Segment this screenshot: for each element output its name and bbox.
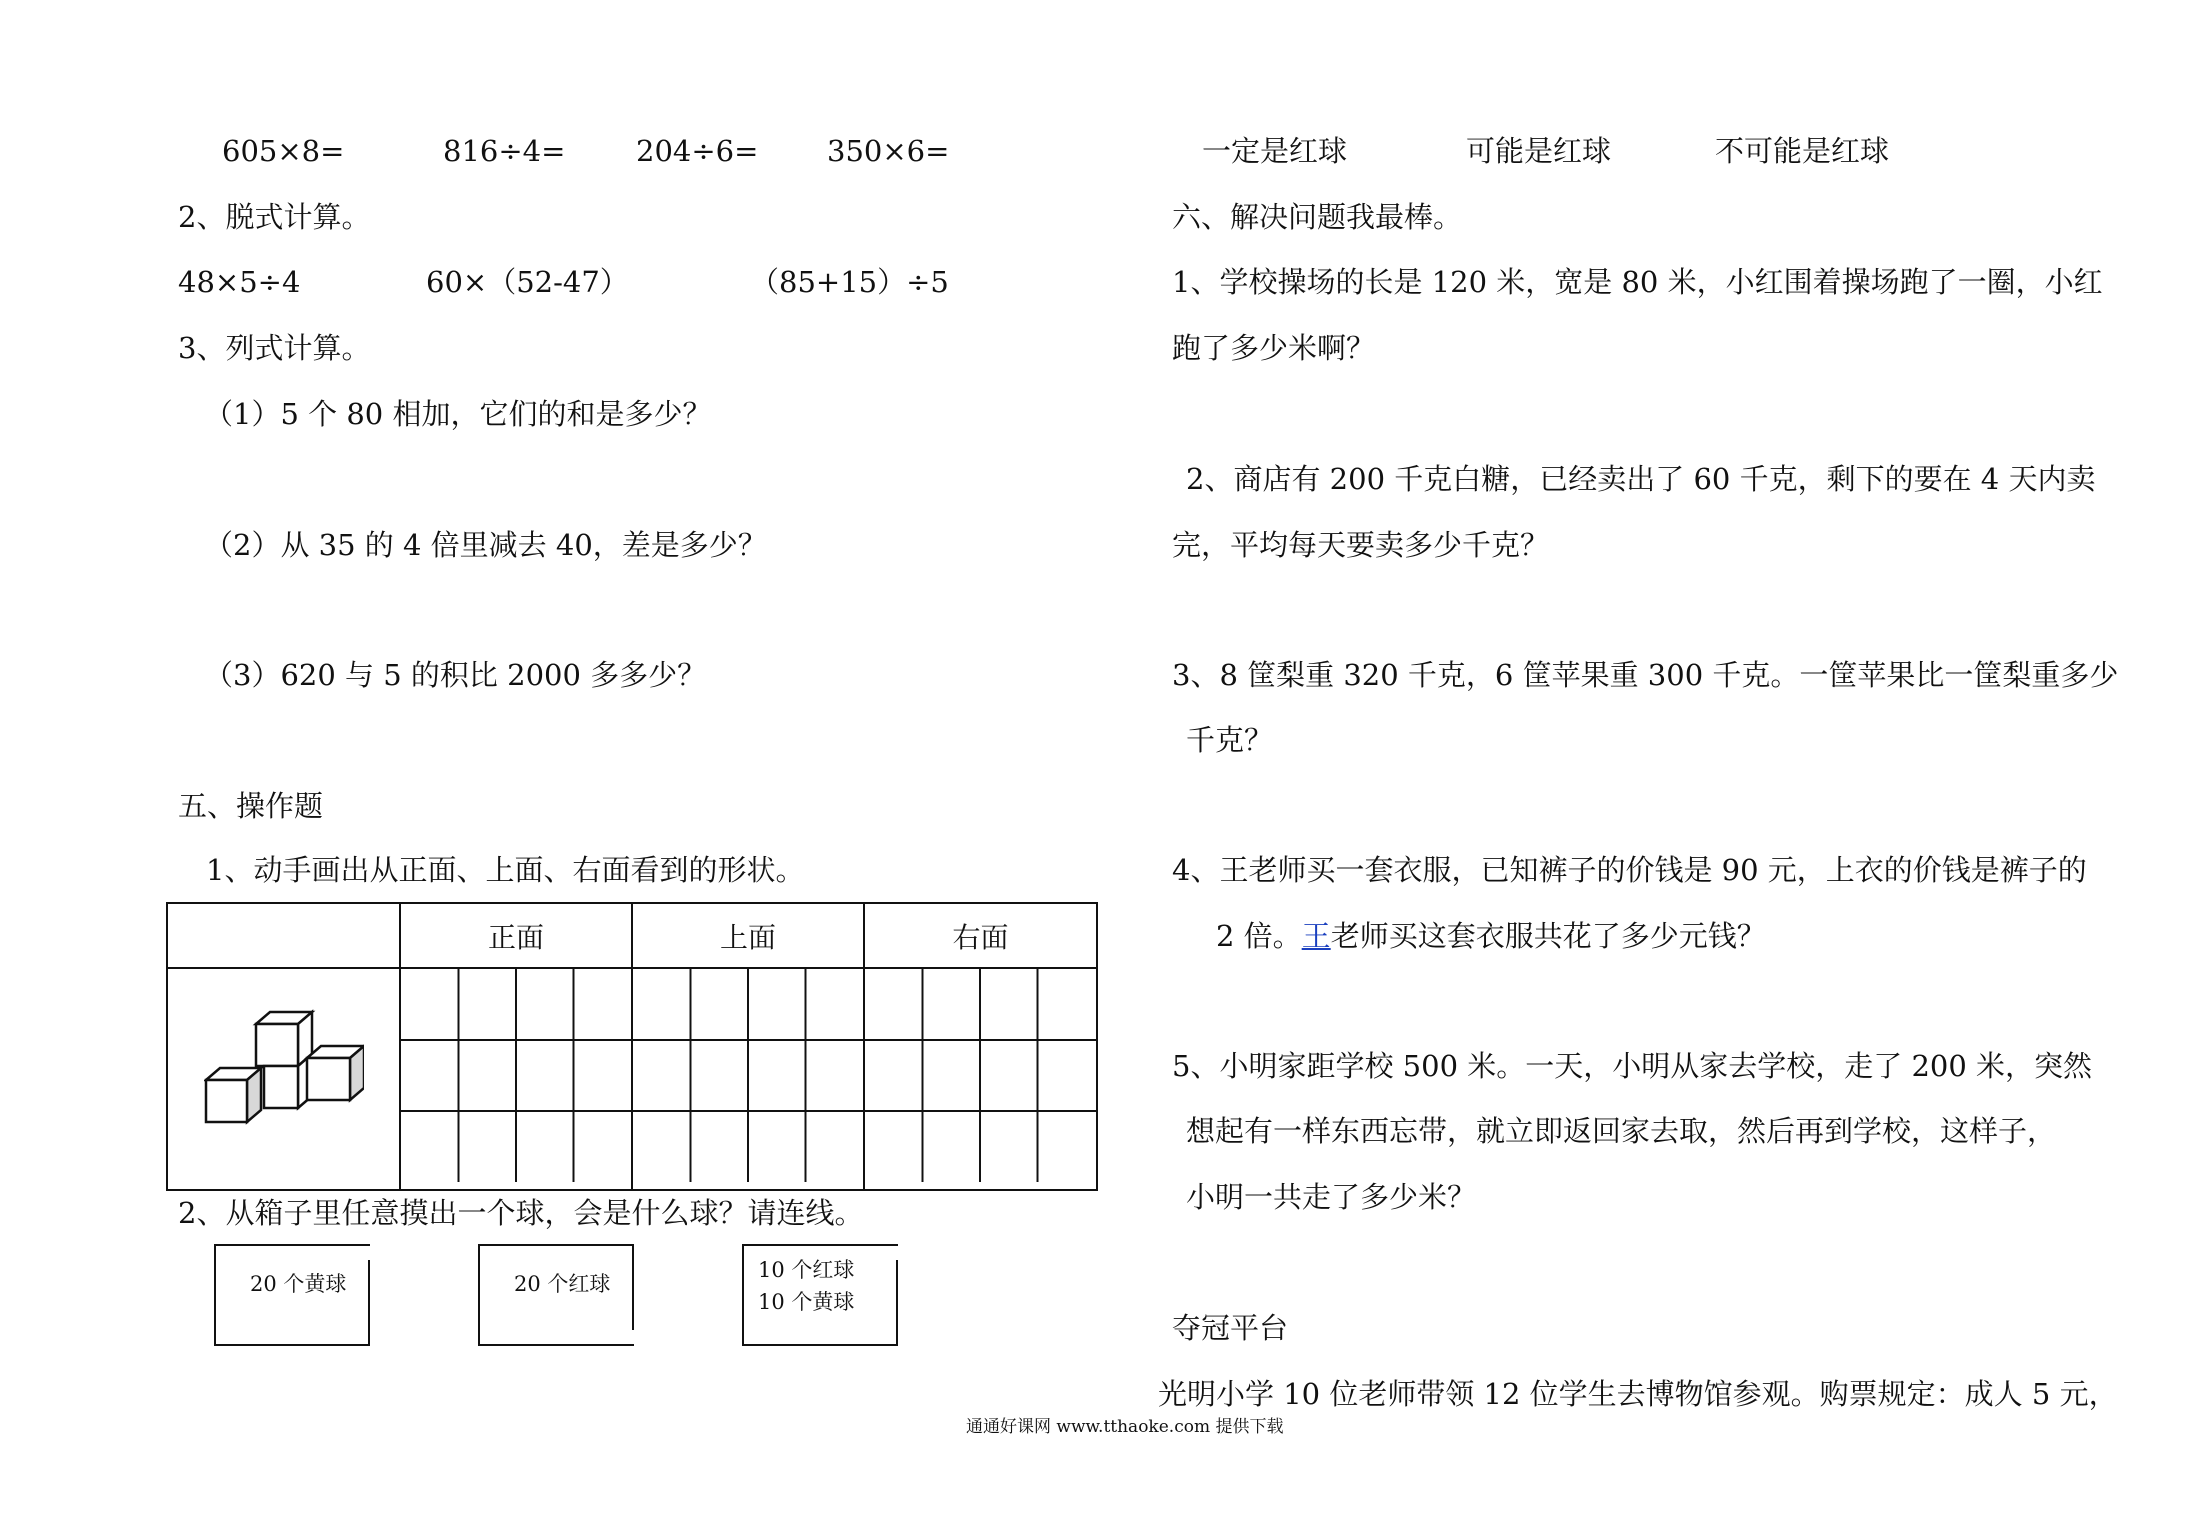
section-title: 六、解决问题我最棒。 — [1172, 200, 1463, 234]
operation-question: 2、从箱子里任意摸出一个球，会是什么球？请连线。 — [178, 1196, 864, 1230]
line-rest: 老师买这套衣服共花了多少元钱？ — [1330, 919, 1766, 953]
box-notch — [630, 1330, 636, 1344]
section-title: 五、操作题 — [178, 789, 324, 823]
ball-box[interactable] — [214, 1244, 370, 1346]
right-view-grid[interactable] — [864, 968, 1097, 1190]
outcome-option[interactable]: 可能是红球 — [1466, 134, 1612, 168]
calc-item: 204÷6= — [636, 134, 759, 168]
section-title: 2、脱式计算。 — [178, 200, 371, 234]
box-label: 20 个红球 — [514, 1272, 611, 1296]
section-title: 夺冠平台 — [1172, 1311, 1289, 1345]
equation-problem: （2）从 35 的 4 倍里减去 40，差是多少？ — [204, 528, 767, 562]
table-header-blank — [167, 903, 400, 968]
word-problem-line: 2、商店有 200 千克白糖，已经卖出了 60 千克，剩下的要在 4 天内卖 — [1186, 462, 2096, 496]
word-problem-line: 跑了多少米啊？ — [1172, 331, 1376, 365]
box-notch — [366, 1246, 372, 1260]
section-title: 3、列式计算。 — [178, 331, 371, 365]
calc-item: 350×6= — [827, 134, 950, 168]
equation-problem: （1）5 个 80 相加，它们的和是多少？ — [204, 397, 712, 431]
word-problem-line: 4、王老师买一套衣服，已知裤子的价钱是 90 元，上衣的价钱是裤子的 — [1172, 853, 2087, 887]
word-problem-line: 完，平均每天要卖多少千克？ — [1172, 528, 1550, 562]
outcome-option[interactable]: 一定是红球 — [1202, 134, 1348, 168]
stepwise-item: 60×（52-47） — [426, 265, 629, 299]
box-label: 20 个黄球 — [250, 1272, 347, 1296]
word-problem-line: 5、小明家距学校 500 米。一天，小明从家去学校，走了 200 米，突然 — [1172, 1049, 2093, 1083]
cube-figure-cell — [167, 968, 400, 1190]
ball-box[interactable] — [742, 1244, 898, 1346]
box-notch — [894, 1246, 900, 1260]
top-view-grid[interactable] — [632, 968, 864, 1190]
box-label: 10 个黄球 — [758, 1290, 855, 1314]
hyperlink-wang[interactable]: 王 — [1301, 919, 1331, 953]
drawing-grid — [865, 969, 1096, 1182]
stepwise-item: （85+15）÷5 — [750, 265, 949, 299]
page-footer: 通通好课网 www.tthaoke.com 提供下载 — [966, 1417, 1284, 1437]
word-problem-line: 3、8 筐梨重 320 千克，6 筐苹果重 300 千克。一筐苹果比一筐梨重多少 — [1172, 658, 2119, 692]
word-problem-line: 千克？ — [1186, 723, 1274, 757]
table-header-right: 右面 — [864, 903, 1097, 968]
line-prefix: 2 倍。 — [1216, 919, 1302, 953]
calc-item: 816÷4= — [443, 134, 566, 168]
word-problem-line: 光明小学 10 位老师带领 12 位学生去博物馆参观。购票规定：成人 5 元， — [1158, 1377, 2118, 1411]
operation-question: 1、动手画出从正面、上面、右面看到的形状。 — [206, 853, 805, 887]
calc-item: 605×8= — [222, 134, 345, 168]
ball-box[interactable] — [478, 1244, 634, 1346]
views-table — [166, 902, 1098, 1191]
stepwise-item: 48×5÷4 — [178, 265, 301, 299]
box-label: 10 个红球 — [758, 1258, 855, 1282]
table-header-front: 正面 — [400, 903, 632, 968]
word-problem-line — [1216, 918, 1766, 954]
front-view-grid[interactable] — [400, 968, 632, 1190]
equation-problem: （3）620 与 5 的积比 2000 多多少？ — [204, 658, 707, 692]
outcome-option[interactable]: 不可能是红球 — [1715, 134, 1890, 168]
word-problem-line: 1、学校操场的长是 120 米，宽是 80 米，小红围着操场跑了一圈，小红 — [1172, 265, 2103, 299]
cube-stack-figure — [204, 1006, 364, 1146]
drawing-grid — [401, 969, 631, 1182]
word-problem-line: 想起有一样东西忘带，就立即返回家去取，然后再到学校，这样子， — [1186, 1114, 2057, 1148]
table-header-top: 上面 — [632, 903, 864, 968]
word-problem-line: 小明一共走了多少米？ — [1186, 1180, 1477, 1214]
drawing-grid — [633, 969, 863, 1182]
